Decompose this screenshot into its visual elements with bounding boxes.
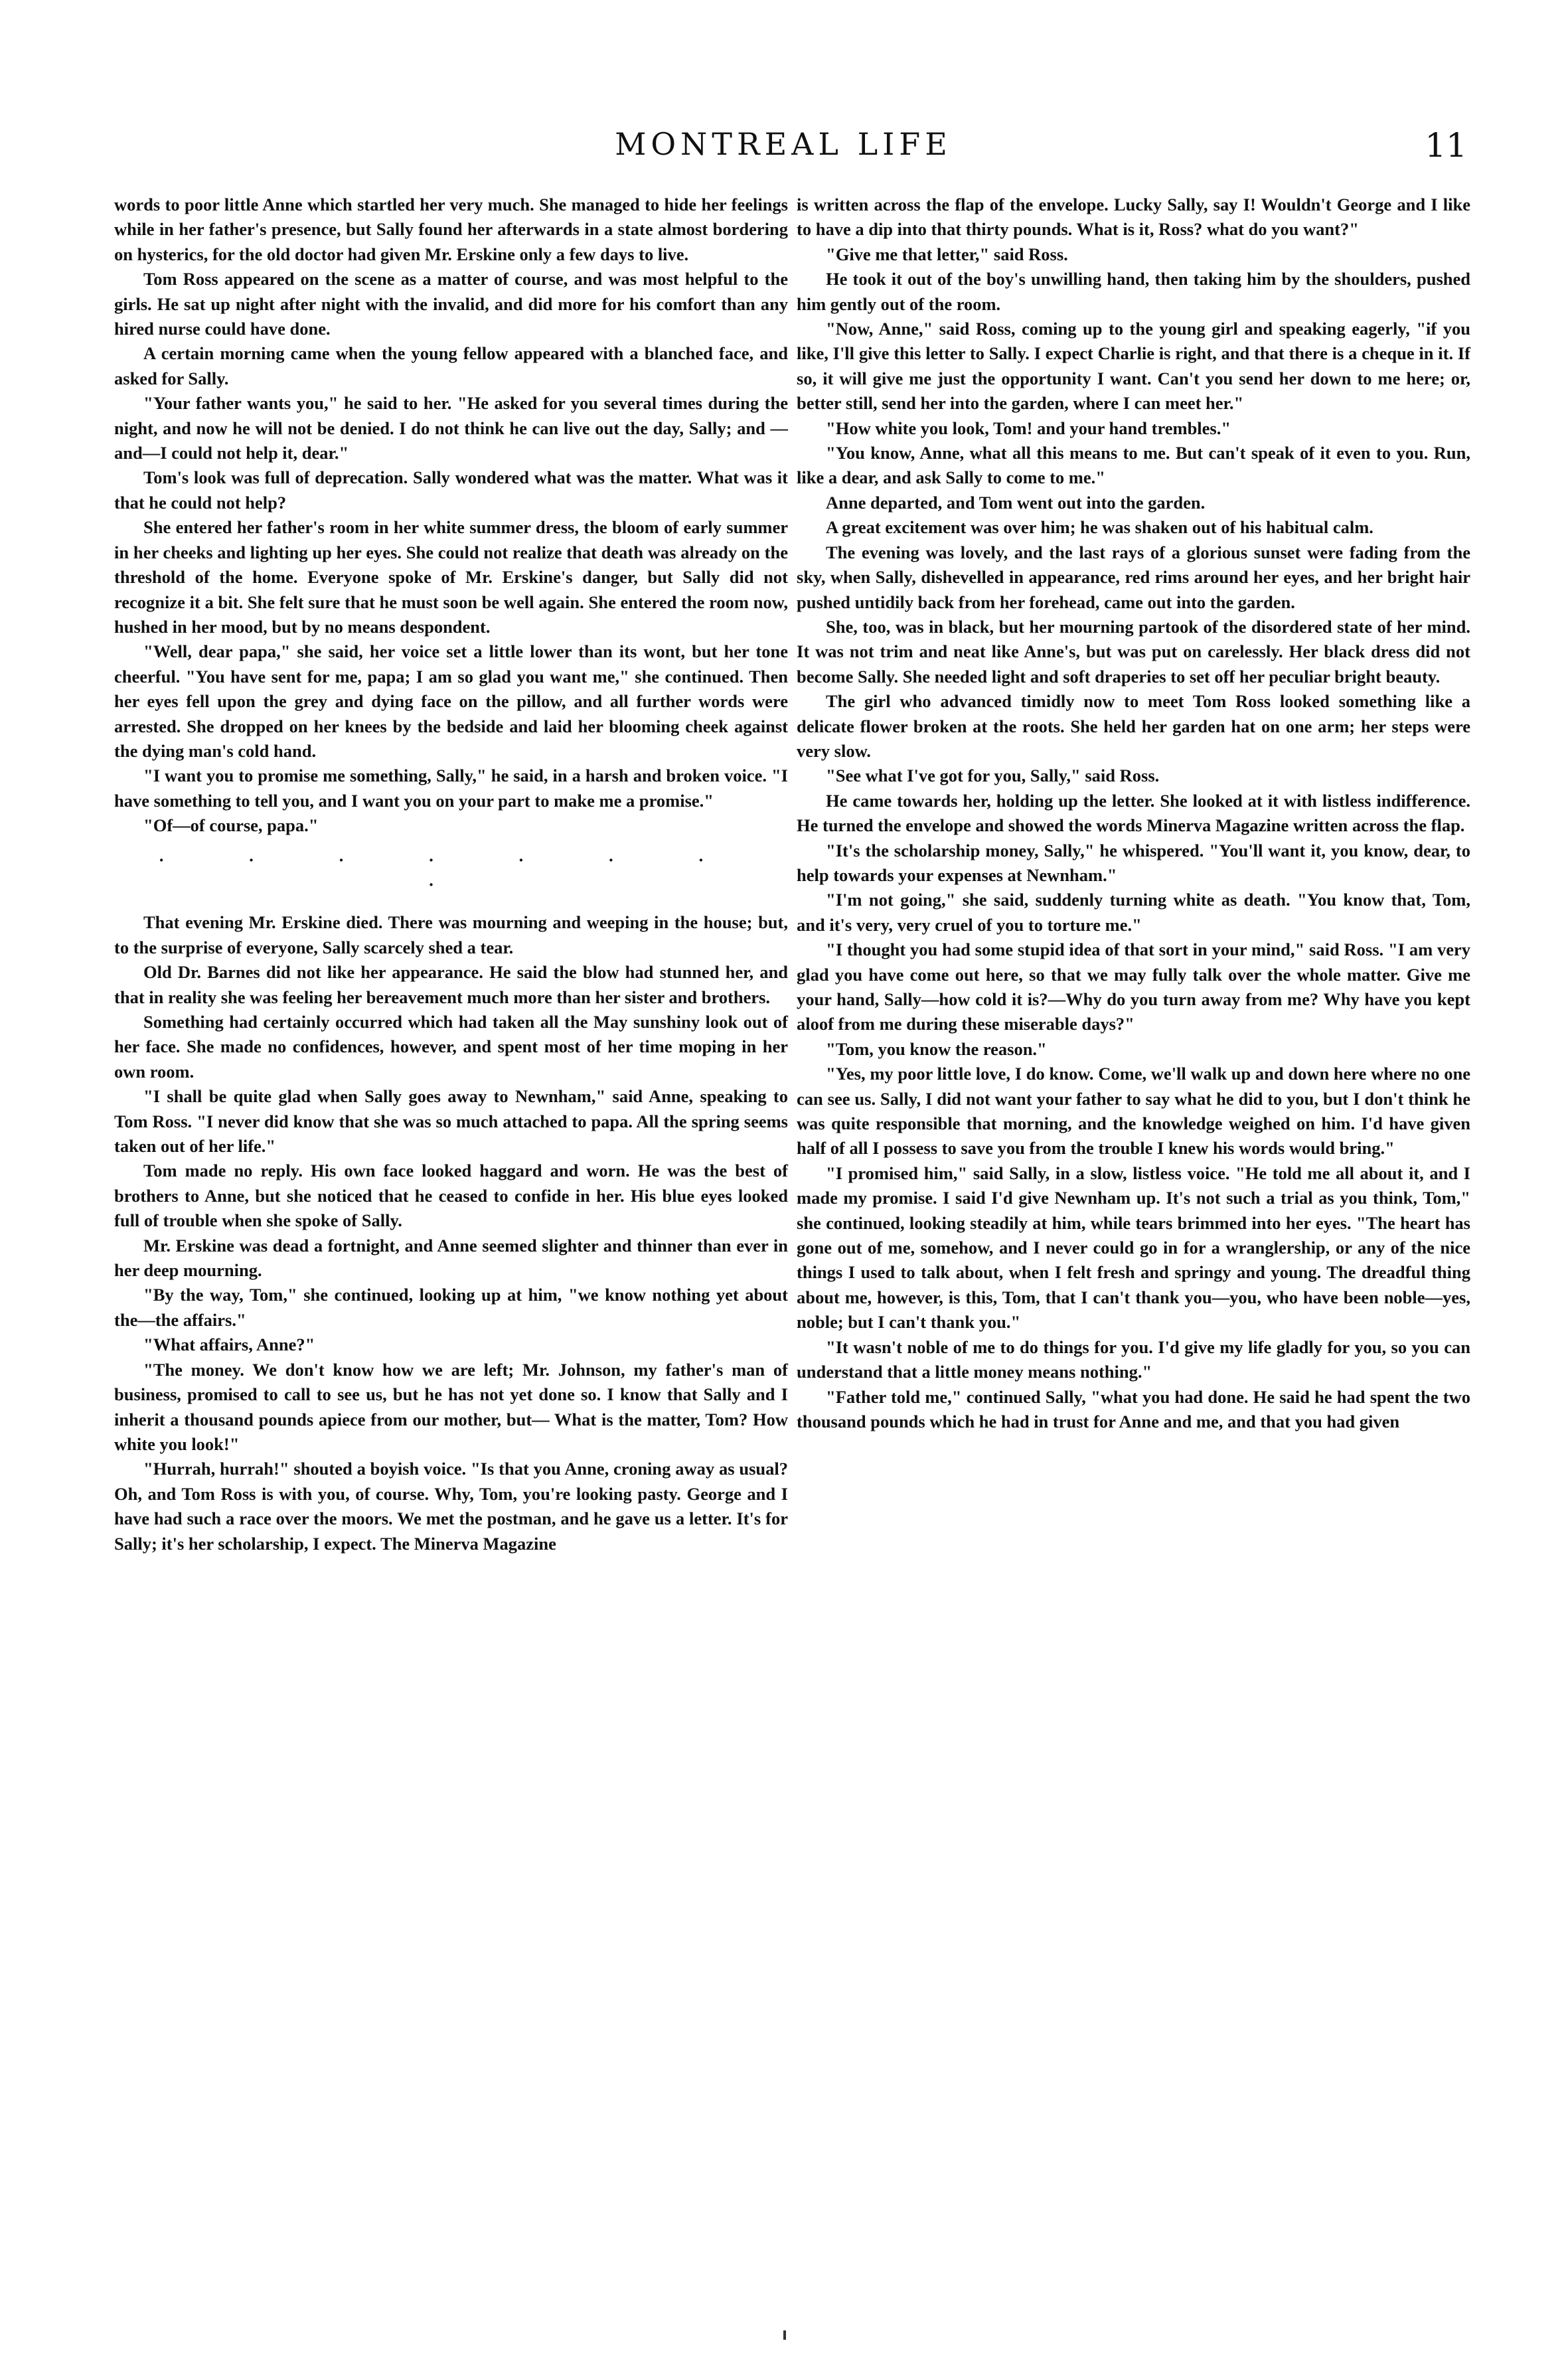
- paragraph: "By the way, Tom," she continued, looking up at him, "we know nothing yet about the—the affairs.": [114, 1285, 788, 1330]
- paragraph: Old Dr. Barnes did not like her appearance. He said the blow had stunned her, and that in reality she was feeling her bereavement much more than her sister and brothers.: [114, 962, 788, 1007]
- paragraph: Mr. Erskine was dead a fortnight, and Anne seemed slighter and thinner than ever in her deep mourning.: [114, 1235, 788, 1281]
- paragraph: "It wasn't noble of me to do things for you. I'd give my life gladly for you, so you can understand that a little money means nothing.": [797, 1337, 1470, 1382]
- paragraph: He came towards her, holding up the letter. She looked at it with listless indifference. He turned the envelope and showed the words Minerva Magazine written across the flap.: [797, 790, 1470, 836]
- journal-title: MONTREAL LIFE: [615, 126, 952, 162]
- paragraph: That evening Mr. Erskine died. There was mourning and weeping in the house; but, to the surprise of everyone, Sally scarcely shed a tear.: [114, 912, 788, 957]
- left-column: [114, 193, 788, 1556]
- paragraph: "I want you to promise me something, Sally," he said, in a harsh and broken voice. "I have something to tell you, and I want you on your part to make me a promise.": [114, 766, 788, 811]
- paragraph: "I'm not going," she said, suddenly turning white as death. "You know that, Tom, and it's very, very cruel of you to torture me.": [797, 890, 1470, 935]
- paragraph: "See what I've got for you, Sally," said Ross.: [826, 766, 1160, 786]
- paragraph: "I shall be quite glad when Sally goes away to Newnham," said Anne, speaking to Tom Ross. "I never did know that she was so much attached to papa. All the spring seems taken out of her life.": [114, 1086, 788, 1157]
- right-column: [797, 193, 1470, 1434]
- paragraph: "I promised him," said Sally, in a slow, listless voice. "He told me all about it, and I made my promise. I said I'd give Newnham up. It's not such a trial as you think, Tom," she continued, looking steadily at him, while tears brimmed into her eyes. "The heart has gone out of me, somehow, and I never could go in for a wranglership, or any of the nice things I used to talk about, when I felt fresh and springy and young. The dreadful thing about me, however, is this, Tom, that I can't thank you—you, who have been noble—yes, noble; but I can't thank you.": [797, 1163, 1470, 1333]
- paragraph: "Your father wants you," he said to her. "He asked for you several times during the night, and now he will not be denied. I do not think he can live out the day, Sally; and — and—I could not help it, dear.": [114, 393, 788, 463]
- paragraph: "What affairs, Anne?": [143, 1335, 315, 1355]
- paragraph: He took it out of the boy's unwilling hand, then taking him by the shoulders, pushed him gently out of the room.: [797, 269, 1470, 314]
- page-number: 11: [1425, 126, 1467, 165]
- paragraph: Tom made no reply. His own face looked haggard and worn. He was the best of brothers to Anne, but she noticed that he ceased to confide in her. His blue eyes looked full of trouble when she spoke of Sally.: [114, 1161, 788, 1231]
- paragraph: "I thought you had some stupid idea of that sort in your mind," said Ross. "I am very glad you have come out here, so that we may fully talk over the whole matter. Give me your hand, Sally—how cold it is?—Why do you turn away from me? Why have you kept aloof from me during these miserable days?": [797, 939, 1470, 1034]
- paragraph: "You know, Anne, what all this means to me. But can't speak of it even to you. Run, like a dear, and ask Sally to come to me.": [797, 443, 1470, 488]
- paragraph: "Father told me," continued Sally, "what you had done. He said he had spent the two thousand pounds which he had in trust for Anne and me, and that you had given: [797, 1386, 1470, 1431]
- paragraph: A certain morning came when the young fellow appeared with a blanched face, and asked for Sally.: [114, 343, 788, 388]
- paragraph: Tom Ross appeared on the scene as a matter of course, and was most helpful to the girls. He sat up night after night with the invalid, and did more for his comfort than any hired nurse could have done.: [114, 269, 788, 339]
- paragraph: "Give me that letter," said Ross.: [826, 244, 1068, 264]
- paragraph: She entered her father's room in her white summer dress, the bloom of early summer in her cheeks and lighting up her eyes. She could not realize that death was already on the threshold of the home. Everyone spoke of Mr. Erskine's danger, but Sally did not recognize it a bit. She felt sure that he must soon be well again. She entered the room now, hushed in her mood, but by no means despondent.: [114, 517, 788, 637]
- paragraph: "The money. We don't know how we are left; Mr. Johnson, my father's man of business, promised to call to see us, but he has not yet done so. I know that Sally and I inherit a thousand pounds apiece from our mother, but— What is the matter, Tom? How white you look!": [114, 1359, 788, 1454]
- print-mark: [783, 2330, 786, 2340]
- paragraph: "Of—of course, papa.": [143, 815, 319, 836]
- paragraph: "Hurrah, hurrah!" shouted a boyish voice. "Is that you Anne, croning away as usual? Oh, and Tom Ross is with you, of course. Why, Tom, you're looking pasty. George and I have had such a race over the moors. We met the postman, and he gave us a letter. It's for Sally; it's her scholarship, I expect. The Minerva Magazine: [114, 1459, 788, 1554]
- paragraph: A great excitement was over him; he was shaken out of his habitual calm.: [826, 517, 1373, 538]
- paragraph: "Tom, you know the reason.": [826, 1038, 1047, 1059]
- paragraph: "How white you look, Tom! and your hand trembles.": [826, 418, 1231, 438]
- paragraph: Anne departed, and Tom went out into the garden.: [826, 492, 1206, 513]
- paragraph: words to poor little Anne which startled her very much. She managed to hide her feelings while in her father's presence, but Sally found her afterwards in a state almost bordering on hysterics, for the old doctor had given Mr. Erskine only a few days to live.: [114, 195, 788, 264]
- paragraph: "Now, Anne," said Ross, coming up to the young girl and speaking eagerly, "if you like, I'll give this letter to Sally. I expect Charlie is right, and that there is a cheque in it. If so, it will give me just the opportunity I want. Can't you send her down to me here; or, better still, send her into the garden, where I can meet her.": [797, 319, 1470, 414]
- paragraph: She, too, was in black, but her mourning partook of the disordered state of her mind. It was not trim and neat like Anne's, but was put on carelessly. Her black dress did not become Sally. She needed light and soft draperies to set off her peculiar bright beauty.: [797, 616, 1470, 687]
- paragraph: Tom's look was full of deprecation. Sally wondered what was the matter. What was it that he could not help?: [114, 467, 788, 513]
- paragraph: is written across the flap of the envelope. Lucky Sally, say I! Wouldn't George and I like to have a dip into that thirty pounds. What is it, Ross? what do you want?": [797, 195, 1470, 240]
- running-header: [100, 126, 1467, 179]
- paragraph: Something had certainly occurred which had taken all the May sunshiny look out of her face. She made no confidences, however, and spent most of her time moping in her own room.: [114, 1012, 788, 1082]
- paragraph: The girl who advanced timidly now to meet Tom Ross looked something like a delicate flower broken at the roots. She held her garden hat on one arm; her steps were very slow.: [797, 691, 1470, 761]
- section-divider: · · · · · · · ·: [158, 849, 744, 894]
- paragraph: "Well, dear papa," she said, her voice set a little lower than its wont, but her tone cheerful. "You have sent for me, papa; I am so glad you want me," she continued. Then her eyes fell upon the grey and dying face on the pillow, and all further words were arrested. She dropped on her knees by the bedside and laid her blooming cheek against the dying man's cold hand.: [114, 641, 788, 761]
- paragraph: "Yes, my poor little love, I do know. Come, we'll walk up and down here where no one can see us. Sally, I did not want your father to say what he did to you, but I don't think he was quite responsible that morning, and the knowledge weighed on him. I'd have given half of all I possess to save you from the trouble I knew his words would bring.": [797, 1064, 1470, 1159]
- paragraph: "It's the scholarship money, Sally," he whispered. "You'll want it, you know, dear, to help towards your expenses at Newnham.": [797, 840, 1470, 885]
- paragraph: The evening was lovely, and the last rays of a glorious sunset were fading from the sky, when Sally, dishevelled in appearance, red rims around her eyes, and her bright hair pushed untidily back from her forehead, came out into the garden.: [797, 542, 1470, 612]
